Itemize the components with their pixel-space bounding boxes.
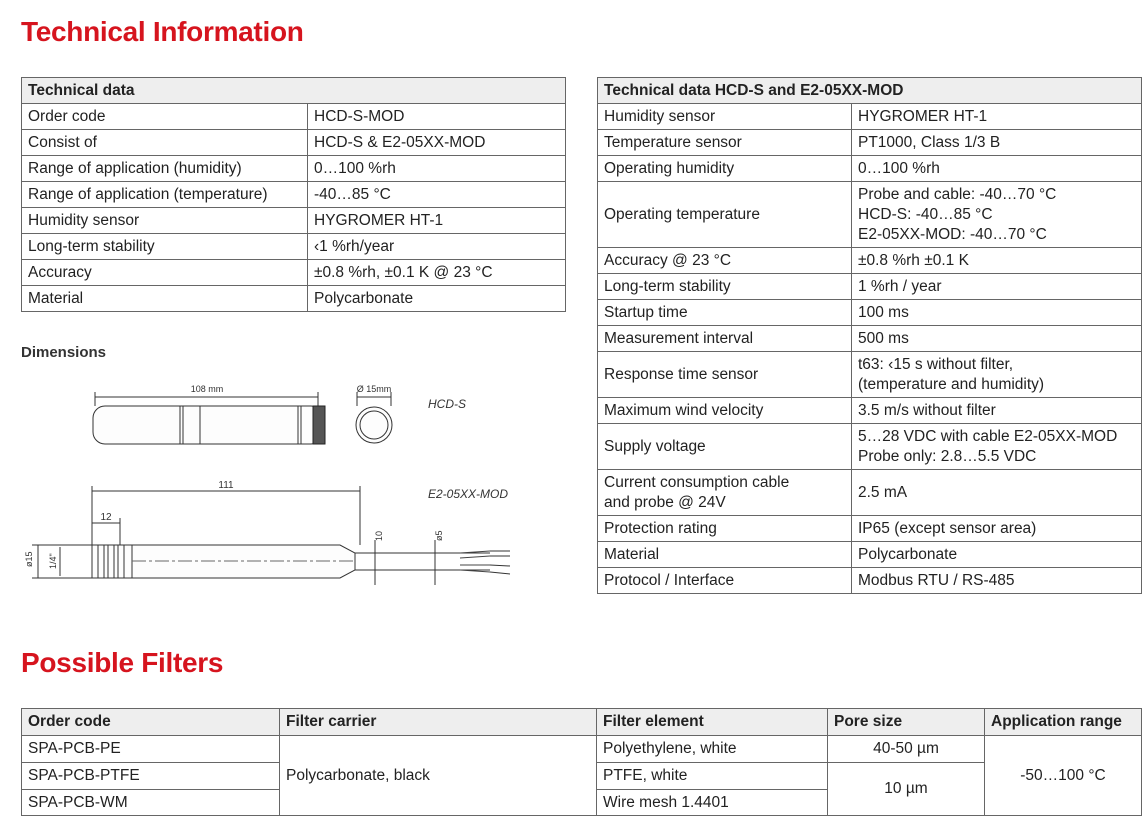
table-row — [22, 182, 566, 208]
table-row — [22, 156, 566, 182]
parameter-cell: Startup time — [598, 300, 852, 326]
value-cell: HYGROMER HT-1 — [308, 208, 566, 234]
table-row — [22, 208, 566, 234]
parameter-cell: Long-term stability — [598, 274, 852, 300]
value-cell: ‹1 %rh/year — [308, 234, 566, 260]
table-row — [598, 424, 1142, 470]
table-row — [22, 286, 566, 312]
table-row — [598, 542, 1142, 568]
table-row — [598, 568, 1142, 594]
parameter-cell: Operating temperature — [598, 182, 852, 248]
filter-carrier-cell: Polycarbonate, black — [280, 736, 597, 816]
value-cell: Polycarbonate — [308, 286, 566, 312]
value-cell: PT1000, Class 1/3 B — [852, 130, 1142, 156]
table-row — [598, 516, 1142, 542]
table-header: Technical data — [22, 78, 566, 104]
value-cell: ±0.8 %rh ±0.1 K — [852, 248, 1142, 274]
table-row — [598, 248, 1142, 274]
table-row — [22, 736, 1142, 763]
parameter-cell: Protocol / Interface — [598, 568, 852, 594]
value-cell: 3.5 m/s without filter — [852, 398, 1142, 424]
thread-label: 1/4" — [48, 553, 58, 569]
parameter-cell: Material — [22, 286, 308, 312]
filters-title: Possible Filters — [21, 647, 224, 678]
parameter-cell: Accuracy @ 23 °C — [598, 248, 852, 274]
parameter-cell: Range of application (temperature) — [22, 182, 308, 208]
table-row — [598, 156, 1142, 182]
parameter-cell: Response time sensor — [598, 352, 852, 398]
column-header: Filter element — [597, 709, 828, 736]
value-cell: Polycarbonate — [852, 542, 1142, 568]
parameter-cell: Humidity sensor — [22, 208, 308, 234]
table-row — [598, 182, 1142, 248]
column-header: Filter carrier — [280, 709, 597, 736]
column-header: Pore size — [828, 709, 985, 736]
application-range-cell: -50…100 °C — [985, 736, 1142, 816]
table-row — [598, 326, 1142, 352]
parameter-cell: Range of application (humidity) — [22, 156, 308, 182]
value-cell: 0…100 %rh — [852, 156, 1142, 182]
parameter-cell: Long-term stability — [22, 234, 308, 260]
dimensions-heading: Dimensions — [21, 344, 107, 361]
table-row — [598, 300, 1142, 326]
value-cell: ±0.8 %rh, ±0.1 K @ 23 °C — [308, 260, 566, 286]
dimensions-drawing — [20, 375, 560, 590]
value-cell: 1 %rh / year — [852, 274, 1142, 300]
diameter-5-label: ø5 — [434, 530, 444, 541]
hcd-s-probe-drawing — [93, 392, 392, 444]
value-cell: Probe and cable: -40…70 °C HCD-S: -40…85 °C E2-05XX-MOD: -40…70 °C — [852, 182, 1142, 248]
parameter-cell: Maximum wind velocity — [598, 398, 852, 424]
parameter-cell: Current consumption cable and probe @ 24V — [598, 470, 852, 516]
table-row — [22, 104, 566, 130]
value-cell: 5…28 VDC with cable E2-05XX-MOD Probe only: 2.8…5.5 VDC — [852, 424, 1142, 470]
dimension-10-label: 10 — [374, 530, 384, 541]
table-row — [22, 234, 566, 260]
parameter-cell: Protection rating — [598, 516, 852, 542]
filter-element-cell: Polyethylene, white — [597, 736, 828, 763]
e2-label: E2-05XX-MOD — [428, 487, 509, 501]
value-cell: HYGROMER HT-1 — [852, 104, 1142, 130]
value-cell: 500 ms — [852, 326, 1142, 352]
table-header: Technical data HCD-S and E2-05XX-MOD — [598, 78, 1142, 104]
filters-table — [21, 708, 1142, 816]
diameter-15-side-label: ø15 — [24, 551, 34, 567]
table-row — [598, 104, 1142, 130]
technical-data-hcd-table — [597, 77, 1142, 594]
table-row — [22, 130, 566, 156]
value-cell: Modbus RTU / RS-485 — [852, 568, 1142, 594]
hcd-s-label: HCD-S — [428, 397, 466, 411]
pore-size-cell: 40-50 µm — [828, 736, 985, 763]
parameter-cell: Accuracy — [22, 260, 308, 286]
order-code-cell: SPA-PCB-PTFE — [22, 763, 280, 790]
value-cell: -40…85 °C — [308, 182, 566, 208]
value-cell: HCD-S-MOD — [308, 104, 566, 130]
order-code-cell: SPA-PCB-WM — [22, 790, 280, 816]
length-108-label: 108 mm — [190, 384, 224, 394]
parameter-cell: Supply voltage — [598, 424, 852, 470]
value-cell: 100 ms — [852, 300, 1142, 326]
diameter-15-label: Ø 15mm — [356, 384, 392, 394]
technical-data-table — [21, 77, 566, 312]
parameter-cell: Consist of — [22, 130, 308, 156]
parameter-cell: Material — [598, 542, 852, 568]
table-row — [598, 398, 1142, 424]
table-row — [22, 260, 566, 286]
value-cell: 0…100 %rh — [308, 156, 566, 182]
parameter-cell: Order code — [22, 104, 308, 130]
page-title: Technical Information — [21, 16, 304, 47]
table-row — [598, 130, 1142, 156]
parameter-cell: Temperature sensor — [598, 130, 852, 156]
length-111-label: 111 — [218, 480, 234, 491]
column-header: Order code — [22, 709, 280, 736]
parameter-cell: Operating humidity — [598, 156, 852, 182]
column-header: Application range — [985, 709, 1142, 736]
filter-element-cell: PTFE, white — [597, 763, 828, 790]
order-code-cell: SPA-PCB-PE — [22, 736, 280, 763]
table-row — [598, 274, 1142, 300]
table-row — [598, 470, 1142, 516]
value-cell: t63: ‹15 s without filter, (temperature and humidity) — [852, 352, 1142, 398]
value-cell: HCD-S & E2-05XX-MOD — [308, 130, 566, 156]
table-row — [598, 352, 1142, 398]
parameter-cell: Humidity sensor — [598, 104, 852, 130]
value-cell: IP65 (except sensor area) — [852, 516, 1142, 542]
length-12-label: 12 — [100, 512, 112, 523]
pore-size-cell: 10 µm — [828, 763, 985, 816]
parameter-cell: Measurement interval — [598, 326, 852, 352]
value-cell: 2.5 mA — [852, 470, 1142, 516]
filter-element-cell: Wire mesh 1.4401 — [597, 790, 828, 816]
